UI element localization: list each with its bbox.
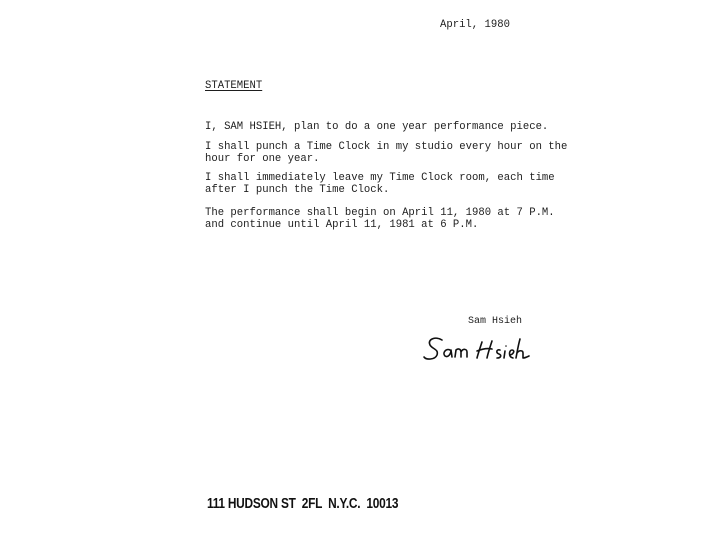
footer-address: 111 HUDSON ST 2FL N.Y.C. 10013 xyxy=(207,496,399,512)
document-date: April, 1980 xyxy=(440,19,510,31)
paragraph-performance-dates: The performance shall begin on April 11, 1980 at 7 P.M. and continue until April 11, 1981 at 6 P.M. xyxy=(205,207,555,231)
typed-name: Sam Hsieh xyxy=(468,316,523,327)
statement-heading: STATEMENT xyxy=(205,80,263,92)
paragraph-intent: I, SAM HSIEH, plan to do a one year performance piece. xyxy=(205,121,549,133)
paragraph-punch-clock: I shall punch a Time Clock in my studio every hour on the hour for one year. xyxy=(205,141,568,165)
handwritten-signature xyxy=(422,330,554,370)
paragraph-leave-room: I shall immediately leave my Time Clock room, each time after I punch the Time Clock. xyxy=(205,172,555,196)
